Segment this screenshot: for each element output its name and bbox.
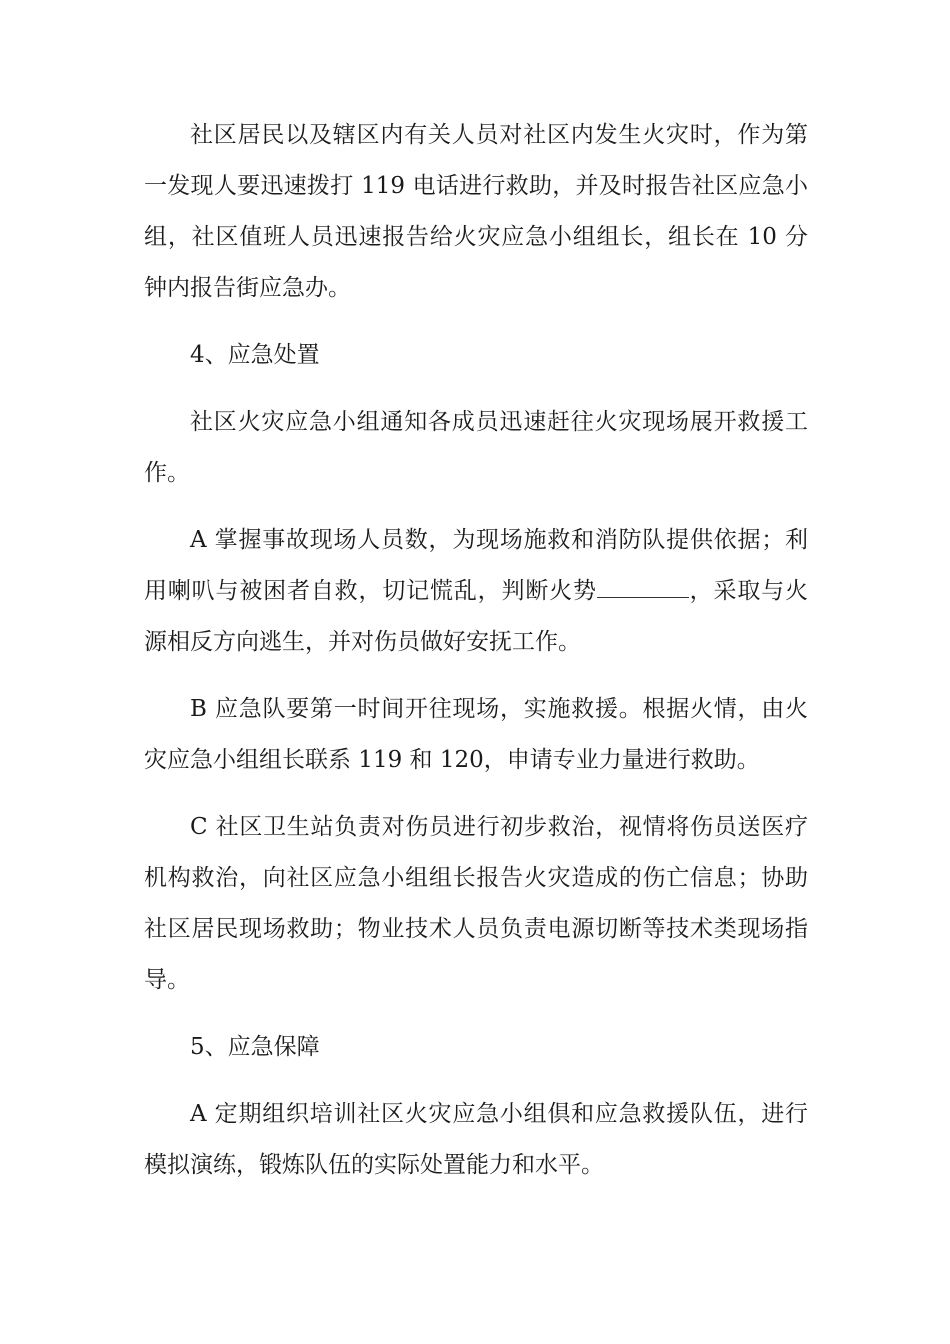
paragraph-item-a-response <box>144 515 808 668</box>
item-a-text-after-blank: ，采取与火源相反方向逃生，并对伤员做好安抚工作。 <box>144 578 809 655</box>
paragraph-item-c-response: C 社区卫生站负责对伤员进行初步救治，视情将伤员送医疗机构救治，向社区应急小组组长报告火灾造成的伤亡信息；协助社区居民现场救助；物业技术人员负责电源切断等技术类现场指导。 <box>144 814 808 993</box>
paragraph-team-notice: 社区火灾应急小组通知各成员迅速赶往火灾现场展开救援工作。 <box>144 409 808 486</box>
document-body <box>144 110 808 1207</box>
fill-in-blank <box>597 579 689 598</box>
section-heading-emergency-support: 5、应急保障 <box>190 1034 320 1060</box>
section-heading-emergency-response: 4、应急处置 <box>190 342 320 368</box>
paragraph-item-b-response: B 应急队要第一时间开往现场，实施救援。根据火情，由火灾应急小组组长联系 119 和 120，申请专业力量进行救助。 <box>144 696 808 773</box>
item-a-text-before-blank: A 掌握事故现场人员数，为现场施救和消防队提供依据；利用喇叭与被困者自救，切记慌乱，判断火势 <box>144 527 808 604</box>
paragraph-item-a-support: A 定期组织培训社区火灾应急小组倶和应急救援队伍，进行模拟演练，锻炼队伍的实际处置能力和水平。 <box>144 1101 808 1178</box>
paragraph-fire-report: 社区居民以及辖区内有关人员对社区内发生火灾时，作为第一发现人要迅速拨打 119 电话进行救助，并及时报告社区应急小组，社区值班人员迅速报告给火灾应急小组组长，组长在 10 分钟内报告街应急办。 <box>144 122 808 301</box>
